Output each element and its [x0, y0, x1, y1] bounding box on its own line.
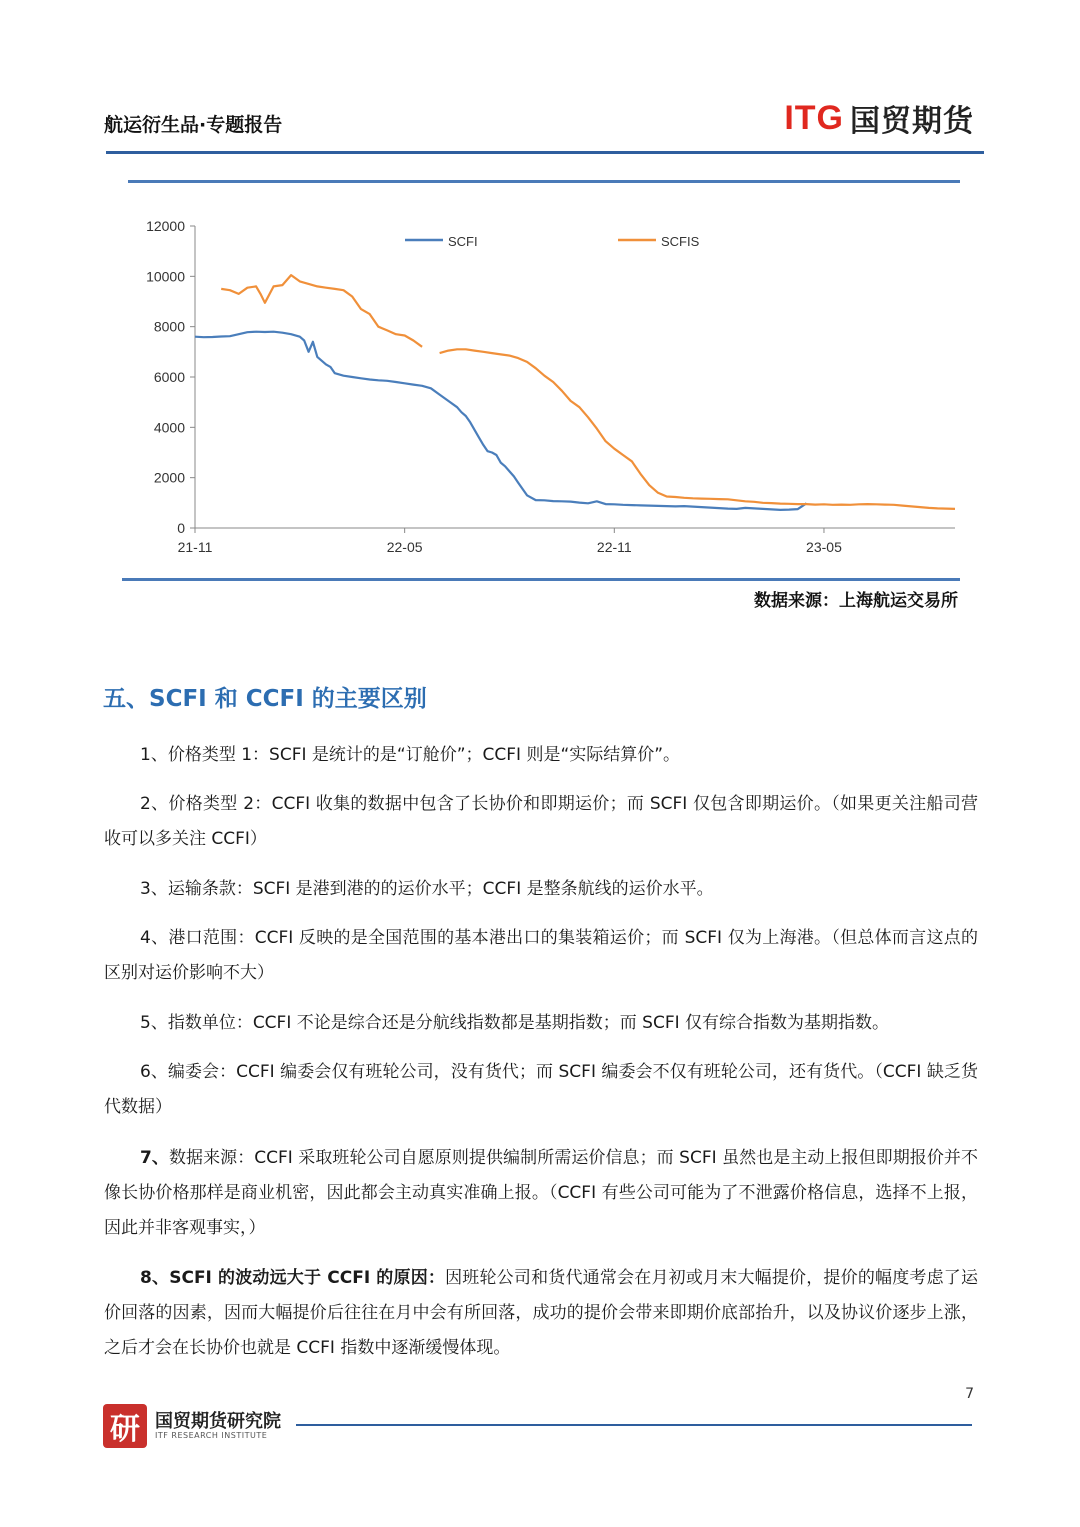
series-line-scfi: [195, 332, 807, 510]
y-tick-label: 0: [177, 520, 185, 536]
series-line-scfis: [221, 275, 422, 347]
legend-label-scfis: SCFIS: [661, 234, 700, 249]
paragraph-6: 6、编委会：CCFI 编委会仅有班轮公司，没有货代；而 SCFI 编委会不仅有班轮公司，还有货代。（CCFI 缺乏货代数据）: [104, 1062, 978, 1117]
paragraph-5: 5、指数单位：CCFI 不论是综合还是分航线指数都是基期指数；而 SCFI 仅有综合指数为基期指数。: [140, 1013, 890, 1033]
paragraph-8: 8、SCFI 的波动远大于 CCFI 的原因：因班轮公司和货代通常会在月初或月末大幅提价，提价的幅度考虑了运价回落的因素，因而大幅提价后往往在月中会有所回落，成功的提价会带来即期价底部抬升，以及协议价逐步上涨，之后才会在长协价也就是 CCFI 指数中逐渐缓慢体现。: [104, 1268, 978, 1358]
paragraph-3: 3、运输条款：SCFI 是港到港的的运价水平；CCFI 是整条航线的运价水平。: [140, 879, 714, 899]
paragraph-4: 4、港口范围：CCFI 反映的是全国范围的基本港出口的集装箱运价；而 SCFI 仅为上海港。（但总体而言这点的区别对运价影响不大）: [104, 928, 978, 983]
institute-name: 国贸期货研究院: [155, 1411, 281, 1432]
report-title: 航运衍生品·专题报告: [104, 114, 283, 136]
x-tick-label: 22-11: [596, 539, 632, 555]
brand-itg-text: ITG: [784, 98, 844, 137]
chart-bottom-rule: [122, 578, 960, 581]
brand-cn-text: 国贸期货: [850, 104, 974, 139]
institute-name-en: ITF RESEARCH INSTITUTE: [155, 1431, 268, 1440]
section-title: 五、SCFI 和 CCFI 的主要区别: [103, 686, 427, 712]
paragraph-1: 1、价格类型 1：SCFI 是统计的是“订舱价”；CCFI 则是“实际结算价”。: [140, 745, 681, 765]
chart-top-rule: [128, 180, 960, 183]
footer-divider: [296, 1424, 972, 1426]
y-tick-label: 12000: [146, 218, 185, 234]
y-tick-label: 10000: [146, 268, 185, 285]
freight-index-chart: [120, 200, 970, 570]
y-tick-label: 6000: [153, 369, 185, 385]
data-source: 数据来源：上海航运交易所: [754, 591, 958, 611]
page-number: 7: [965, 1386, 974, 1402]
x-tick-label: 23-05: [806, 539, 842, 555]
header-divider: [106, 151, 984, 154]
y-tick-label: 8000: [153, 318, 185, 335]
institute-logo: 研: [103, 1404, 147, 1448]
paragraph-2: 2、价格类型 2：CCFI 收集的数据中包含了长协价和即期运价；而 SCFI 仅包含即期运价。（如果更关注船司营收可以多关注 CCFI）: [104, 794, 978, 849]
y-tick-label: 4000: [153, 419, 185, 436]
series-line-scfis: [440, 349, 955, 509]
paragraph-7: 7、数据来源：CCFI 采取班轮公司自愿原则提供编制所需运价信息；而 SCFI 虽然也是主动上报但即期报价并不像长协价格那样是商业机密，因此都会主动真实准确上报。（CCFI 有些公司可能为了不泄露价格信息，选择不上报，因此并非客观事实，）: [104, 1148, 978, 1238]
legend-label-scfi: SCFI: [448, 234, 478, 249]
x-tick-label: 22-05: [386, 539, 423, 555]
brand-logo: [784, 96, 974, 140]
y-tick-label: 2000: [153, 469, 185, 486]
x-tick-label: 21-11: [177, 539, 213, 555]
